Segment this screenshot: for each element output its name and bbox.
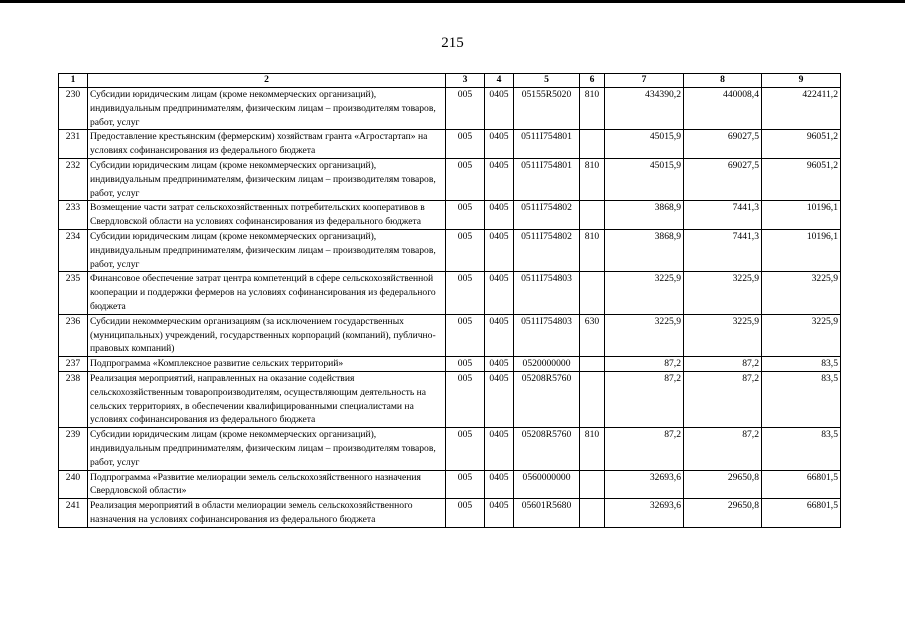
column-header: 2 <box>88 74 446 88</box>
amount-year-1: 32693,6 <box>605 499 684 528</box>
amount-year-2: 87,2 <box>684 371 762 427</box>
table-row <box>59 428 841 470</box>
amount-year-3: 96051,2 <box>762 158 841 200</box>
expense-type-code: 630 <box>580 314 605 356</box>
expense-type-code <box>580 470 605 499</box>
page-top-border <box>0 0 905 3</box>
row-number: 233 <box>59 201 88 230</box>
section-code: 0405 <box>485 229 514 271</box>
target-item-code: 0520000000 <box>514 357 580 372</box>
ministry-code: 005 <box>446 272 485 314</box>
amount-year-2: 7441,3 <box>684 201 762 230</box>
row-description: Финансовое обеспечение затрат центра компетенций в сфере сельскохозяйственной кооперации и поддержки фермеров на условиях софинансирования из федерального бюджета <box>88 272 446 314</box>
amount-year-3: 96051,2 <box>762 130 841 159</box>
amount-year-2: 3225,9 <box>684 314 762 356</box>
amount-year-3: 83,5 <box>762 371 841 427</box>
section-code: 0405 <box>485 357 514 372</box>
ministry-code: 005 <box>446 499 485 528</box>
section-code: 0405 <box>485 314 514 356</box>
row-description: Субсидии юридическим лицам (кроме некоммерческих организаций), индивидуальным предпринимателям, физическим лицам – производителям товаров, работ, услуг <box>88 158 446 200</box>
target-item-code: 0511I754803 <box>514 272 580 314</box>
expense-type-code <box>580 371 605 427</box>
section-code: 0405 <box>485 88 514 130</box>
row-number: 230 <box>59 88 88 130</box>
expense-type-code <box>580 130 605 159</box>
table-row <box>59 229 841 271</box>
amount-year-1: 3225,9 <box>605 314 684 356</box>
amount-year-2: 87,2 <box>684 357 762 372</box>
amount-year-2: 29650,8 <box>684 470 762 499</box>
ministry-code: 005 <box>446 229 485 271</box>
section-code: 0405 <box>485 428 514 470</box>
expense-type-code: 810 <box>580 428 605 470</box>
expense-type-code: 810 <box>580 158 605 200</box>
section-code: 0405 <box>485 470 514 499</box>
row-description: Субсидии юридическим лицам (кроме некоммерческих организаций), индивидуальным предпринимателям, физическим лицам – производителям товаров, работ, услуг <box>88 229 446 271</box>
target-item-code: 0511I754802 <box>514 201 580 230</box>
target-item-code: 0511I754801 <box>514 158 580 200</box>
amount-year-1: 87,2 <box>605 357 684 372</box>
target-item-code: 05601R5680 <box>514 499 580 528</box>
ministry-code: 005 <box>446 428 485 470</box>
amount-year-3: 3225,9 <box>762 314 841 356</box>
amount-year-1: 45015,9 <box>605 158 684 200</box>
amount-year-2: 69027,5 <box>684 130 762 159</box>
target-item-code: 0511I754801 <box>514 130 580 159</box>
section-code: 0405 <box>485 272 514 314</box>
column-header: 4 <box>485 74 514 88</box>
amount-year-1: 32693,6 <box>605 470 684 499</box>
amount-year-3: 10196,1 <box>762 229 841 271</box>
column-header: 9 <box>762 74 841 88</box>
target-item-code: 05155R5020 <box>514 88 580 130</box>
amount-year-2: 69027,5 <box>684 158 762 200</box>
expense-type-code <box>580 201 605 230</box>
row-description: Реализация мероприятий в области мелиорации земель сельскохозяйственного назначения на условиях софинансирования из федерального бюджета <box>88 499 446 528</box>
row-description: Реализация мероприятий, направленных на оказание содействия сельскохозяйственным товаропроизводителям, осуществляющим деятельность на сельских территориях, в обеспечении квалифицированными специалистами на условиях софинансирования из федерального бюджета <box>88 371 446 427</box>
expense-type-code <box>580 272 605 314</box>
amount-year-2: 7441,3 <box>684 229 762 271</box>
expense-type-code: 810 <box>580 88 605 130</box>
amount-year-3: 10196,1 <box>762 201 841 230</box>
section-code: 0405 <box>485 371 514 427</box>
ministry-code: 005 <box>446 201 485 230</box>
target-item-code: 05208R5760 <box>514 428 580 470</box>
column-header: 5 <box>514 74 580 88</box>
amount-year-3: 3225,9 <box>762 272 841 314</box>
row-number: 241 <box>59 499 88 528</box>
section-code: 0405 <box>485 130 514 159</box>
amount-year-3: 422411,2 <box>762 88 841 130</box>
row-number: 235 <box>59 272 88 314</box>
amount-year-1: 87,2 <box>605 371 684 427</box>
row-number: 238 <box>59 371 88 427</box>
row-number: 234 <box>59 229 88 271</box>
amount-year-1: 3225,9 <box>605 272 684 314</box>
table-row <box>59 357 841 372</box>
row-description: Субсидии некоммерческим организациям (за исключением государственных (муниципальных) учреждений, государственных корпораций (компаний), публично-правовых компаний) <box>88 314 446 356</box>
row-number: 240 <box>59 470 88 499</box>
target-item-code: 05208R5760 <box>514 371 580 427</box>
row-description: Подпрограмма «Развитие мелиорации земель сельскохозяйственного назначения Свердловской области» <box>88 470 446 499</box>
table-row <box>59 130 841 159</box>
ministry-code: 005 <box>446 357 485 372</box>
expense-type-code <box>580 499 605 528</box>
ministry-code: 005 <box>446 470 485 499</box>
section-code: 0405 <box>485 499 514 528</box>
table-row <box>59 371 841 427</box>
amount-year-3: 83,5 <box>762 428 841 470</box>
column-header: 3 <box>446 74 485 88</box>
row-description: Подпрограмма «Комплексное развитие сельских территорий» <box>88 357 446 372</box>
table-row <box>59 314 841 356</box>
expense-type-code: 810 <box>580 229 605 271</box>
column-header: 7 <box>605 74 684 88</box>
table-row <box>59 88 841 130</box>
amount-year-2: 440008,4 <box>684 88 762 130</box>
amount-year-1: 434390,2 <box>605 88 684 130</box>
amount-year-2: 3225,9 <box>684 272 762 314</box>
row-number: 239 <box>59 428 88 470</box>
page-number: 215 <box>441 35 464 51</box>
amount-year-3: 66801,5 <box>762 470 841 499</box>
amount-year-2: 87,2 <box>684 428 762 470</box>
row-description: Субсидии юридическим лицам (кроме некоммерческих организаций), индивидуальным предпринимателям, физическим лицам – производителям товаров, работ, услуг <box>88 428 446 470</box>
amount-year-1: 87,2 <box>605 428 684 470</box>
target-item-code: 0511I754802 <box>514 229 580 271</box>
amount-year-3: 83,5 <box>762 357 841 372</box>
section-code: 0405 <box>485 158 514 200</box>
table-row <box>59 158 841 200</box>
row-number: 231 <box>59 130 88 159</box>
row-number: 236 <box>59 314 88 356</box>
amount-year-3: 66801,5 <box>762 499 841 528</box>
ministry-code: 005 <box>446 88 485 130</box>
table-row <box>59 272 841 314</box>
row-description: Возмещение части затрат сельскохозяйственных потребительских кооперативов в Свердловской области на условиях софинансирования из федерального бюджета <box>88 201 446 230</box>
amount-year-1: 3868,9 <box>605 201 684 230</box>
table-header-row <box>59 74 841 88</box>
row-description: Предоставление крестьянским (фермерским) хозяйствам гранта «Агростартап» на условиях софинансирования из федерального бюджета <box>88 130 446 159</box>
ministry-code: 005 <box>446 130 485 159</box>
column-header: 8 <box>684 74 762 88</box>
row-description: Субсидии юридическим лицам (кроме некоммерческих организаций), индивидуальным предпринимателям, физическим лицам – производителям товаров, работ, услуг <box>88 88 446 130</box>
column-header: 1 <box>59 74 88 88</box>
table-row <box>59 499 841 528</box>
ministry-code: 005 <box>446 314 485 356</box>
table-row <box>59 470 841 499</box>
expense-type-code <box>580 357 605 372</box>
target-item-code: 0560000000 <box>514 470 580 499</box>
budget-table <box>58 73 841 528</box>
ministry-code: 005 <box>446 371 485 427</box>
table-row <box>59 201 841 230</box>
table-body <box>59 88 841 528</box>
target-item-code: 0511I754803 <box>514 314 580 356</box>
section-code: 0405 <box>485 201 514 230</box>
row-number: 237 <box>59 357 88 372</box>
ministry-code: 005 <box>446 158 485 200</box>
row-number: 232 <box>59 158 88 200</box>
amount-year-2: 29650,8 <box>684 499 762 528</box>
column-header: 6 <box>580 74 605 88</box>
amount-year-1: 45015,9 <box>605 130 684 159</box>
amount-year-1: 3868,9 <box>605 229 684 271</box>
